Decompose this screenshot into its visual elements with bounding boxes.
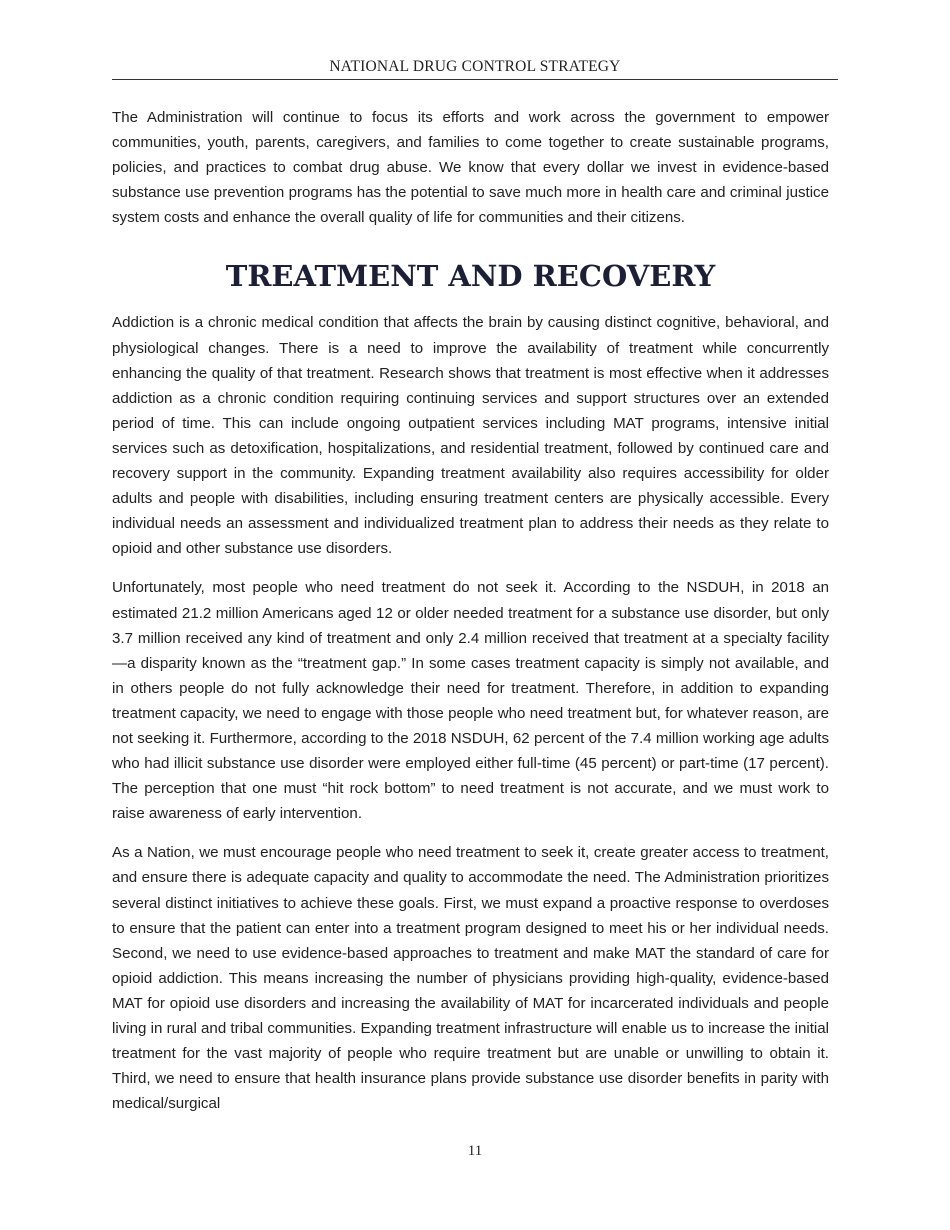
section-heading: TREATMENT AND RECOVERY [225,259,716,294]
body-paragraph: Addiction is a chronic medical condition that affects the brain by causing distinct cognitive, behavioral, and physiological changes. There is a need to improve the availability of treatment while concurrently enhancing the quality of that treatment. Research shows that treatment is most effective when it addresses addiction as a chronic condition requiring continuing services and support structures over an extended period of time. This can include ongoing outpatient services including MAT programs, intensive initial services such as detoxification, hospitalizations, and residential treatment, followed by continued care and recovery support in the community. Expanding treatment availability also requires accessibility for older adults and people with disabilities, including ensuring treatment centers are physically accessible. Every individual needs an assessment and individualized treatment plan to address their needs as they relate to opioid and other substance use disorders. [112,314,829,558]
page-body [112,105,829,1130]
body-paragraph: As a Nation, we must encourage people who need treatment to seek it, create greater access to treatment, and ensure there is adequate capacity and quality to accommodate the need. The Administration prioritizes several distinct initiatives to achieve these goals. First, we must expand a proactive response to overdoses to ensure that the patient can enter into a treatment program designed to meet his or her individual needs. Second, we need to use evidence-based approaches to treatment and make MAT the standard of care for opioid addiction. This means increasing the number of physicians providing high-quality, evidence-based MAT for opioid use disorders and increasing the availability of MAT for incarcerated individuals and people living in rural and tribal communities. Expanding treatment infrastructure will enable us to increase the initial treatment for the vast majority of people who require treatment but are unable or unwilling to obtain it. Third, we need to ensure that health insurance plans provide substance use disorder benefits in parity with medical/surgical [112,844,829,1113]
header-divider [112,79,838,80]
page-number: 11 [467,1143,483,1159]
intro-paragraph: The Administration will continue to focus its efforts and work across the government to empower communities, youth, parents, caregivers, and families to come together to create sustainable programs, policies, and practices to combat drug abuse. We know that every dollar we invest in evidence-based substance use prevention programs has the potential to save much more in health care and criminal justice system costs and enhance the overall quality of life for communities and their citizens. [112,109,829,227]
body-paragraph: Unfortunately, most people who need treatment do not seek it. According to the NSDUH, in 2018 an estimated 21.2 million Americans aged 12 or older needed treatment for a substance use disorder, but only 3.7 million received any kind of treatment and only 2.4 million received that treatment at a specialty facility—a disparity known as the “treatment gap.” In some cases treatment capacity is simply not available, and in others people do not fully acknowledge their need for treatment. Therefore, in addition to expanding treatment capacity, we need to engage with those people who need treatment but, for whatever reason, are not seeking it. Furthermore, according to the 2018 NSDUH, 62 percent of the 7.4 million working age adults who had illicit substance use disorder were employed either full-time (45 percent) or part-time (17 percent). The perception that one must “hit rock bottom” to need treatment is not accurate, and we must work to raise awareness of early intervention. [112,579,829,823]
running-header: NATIONAL DRUG CONTROL STRATEGY [329,58,621,75]
